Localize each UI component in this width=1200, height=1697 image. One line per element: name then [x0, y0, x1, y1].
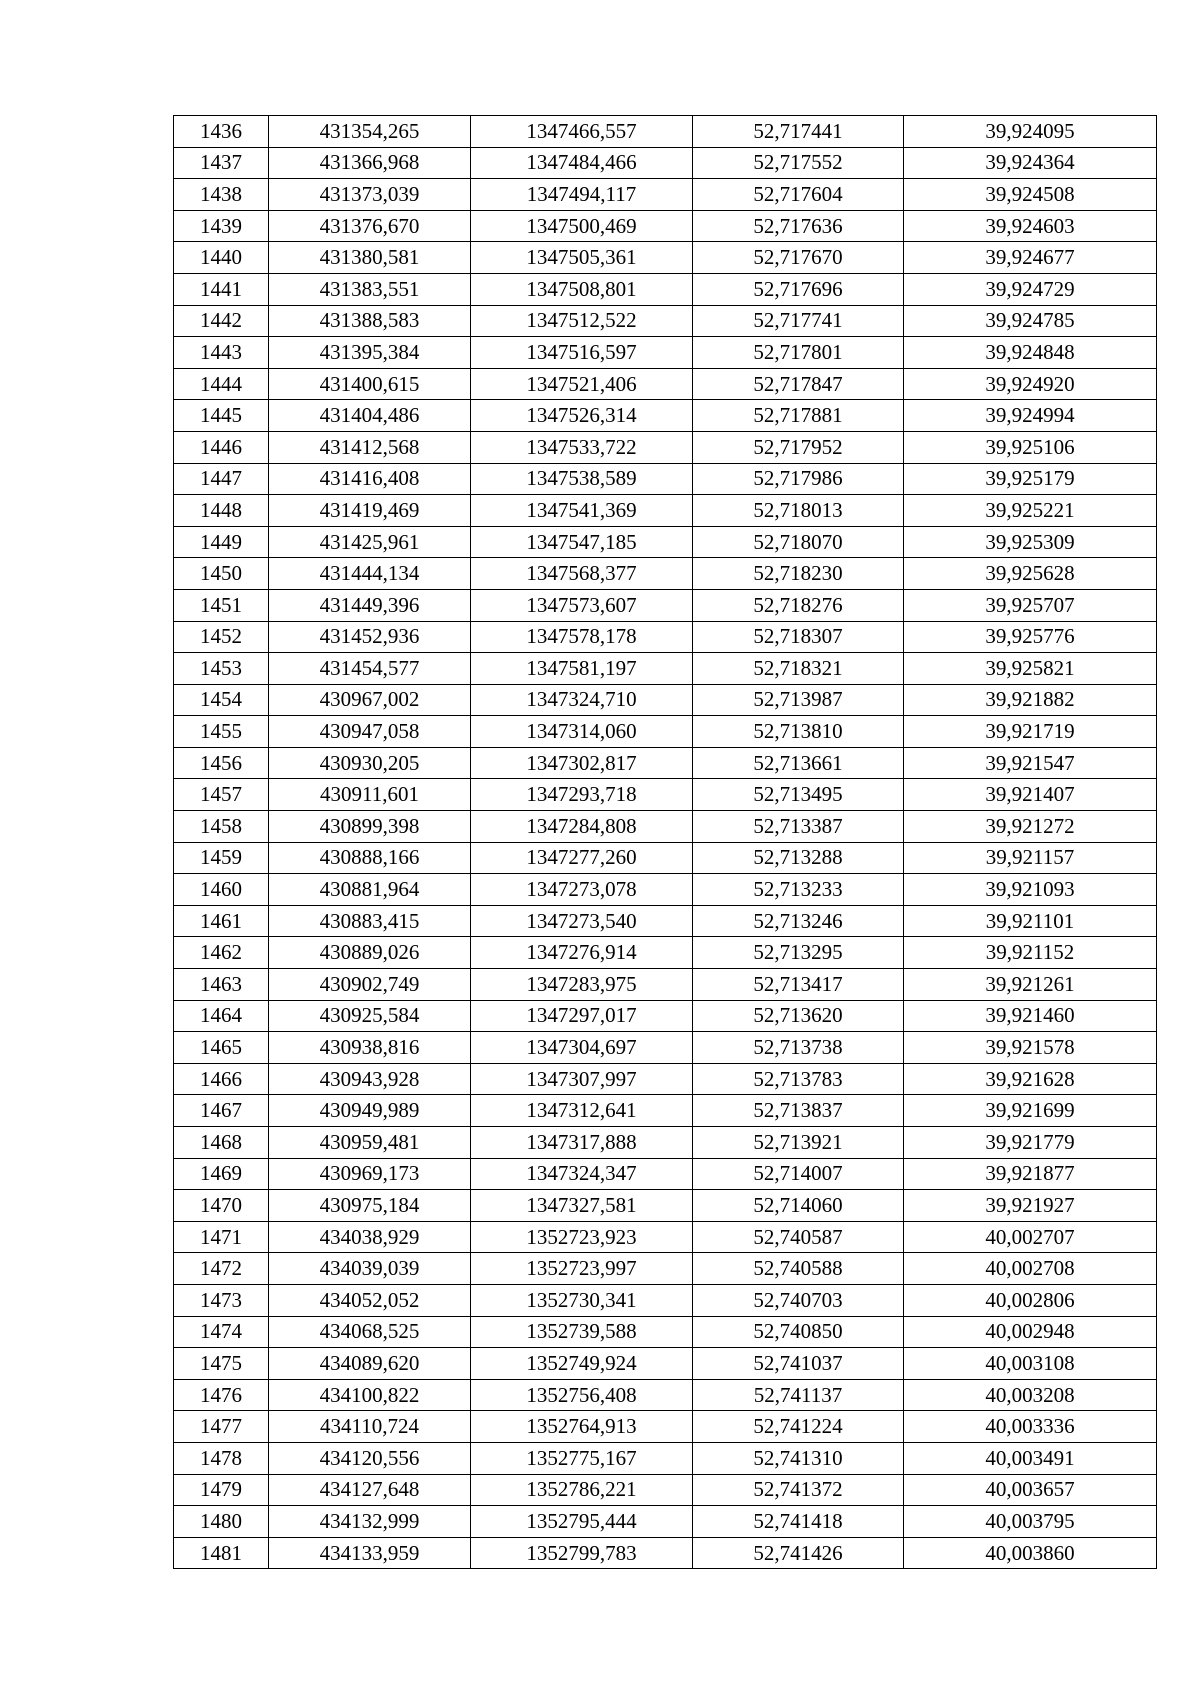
table-row [174, 147, 1157, 179]
point-number-cell: 1449 [174, 526, 269, 558]
latitude-cell: 52,741426 [693, 1537, 904, 1569]
point-number-cell: 1461 [174, 905, 269, 937]
x-coordinate-cell: 430883,415 [269, 905, 471, 937]
x-coordinate-cell: 431419,469 [269, 495, 471, 527]
y-coordinate-cell: 1347505,361 [471, 242, 693, 274]
y-coordinate-cell: 1347273,540 [471, 905, 693, 937]
latitude-cell: 52,740587 [693, 1221, 904, 1253]
point-number-cell: 1439 [174, 210, 269, 242]
latitude-cell: 52,718070 [693, 526, 904, 558]
point-number-cell: 1440 [174, 242, 269, 274]
x-coordinate-cell: 431376,670 [269, 210, 471, 242]
y-coordinate-cell: 1347284,808 [471, 811, 693, 843]
table-row [174, 242, 1157, 274]
table-row [174, 431, 1157, 463]
longitude-cell: 39,921272 [904, 811, 1157, 843]
table-row [174, 463, 1157, 495]
longitude-cell: 39,921628 [904, 1063, 1157, 1095]
table-row [174, 684, 1157, 716]
latitude-cell: 52,717636 [693, 210, 904, 242]
latitude-cell: 52,713417 [693, 969, 904, 1001]
latitude-cell: 52,714060 [693, 1190, 904, 1222]
x-coordinate-cell: 434132,999 [269, 1506, 471, 1538]
y-coordinate-cell: 1352764,913 [471, 1411, 693, 1443]
latitude-cell: 52,713620 [693, 1000, 904, 1032]
latitude-cell: 52,717847 [693, 368, 904, 400]
longitude-cell: 39,921407 [904, 779, 1157, 811]
table-row [174, 589, 1157, 621]
longitude-cell: 40,003208 [904, 1379, 1157, 1411]
latitude-cell: 52,713738 [693, 1032, 904, 1064]
longitude-cell: 39,924729 [904, 273, 1157, 305]
y-coordinate-cell: 1352730,341 [471, 1284, 693, 1316]
point-number-cell: 1442 [174, 305, 269, 337]
x-coordinate-cell: 431400,615 [269, 368, 471, 400]
point-number-cell: 1473 [174, 1284, 269, 1316]
y-coordinate-cell: 1347317,888 [471, 1127, 693, 1159]
y-coordinate-cell: 1347526,314 [471, 400, 693, 432]
table-row [174, 210, 1157, 242]
latitude-cell: 52,741372 [693, 1474, 904, 1506]
latitude-cell: 52,741137 [693, 1379, 904, 1411]
table-row [174, 1190, 1157, 1222]
longitude-cell: 39,921547 [904, 747, 1157, 779]
point-number-cell: 1437 [174, 147, 269, 179]
x-coordinate-cell: 430947,058 [269, 716, 471, 748]
y-coordinate-cell: 1347500,469 [471, 210, 693, 242]
longitude-cell: 39,924095 [904, 116, 1157, 148]
table-row [174, 337, 1157, 369]
latitude-cell: 52,718321 [693, 653, 904, 685]
longitude-cell: 39,921882 [904, 684, 1157, 716]
longitude-cell: 39,924603 [904, 210, 1157, 242]
latitude-cell: 52,718276 [693, 589, 904, 621]
table-row [174, 400, 1157, 432]
longitude-cell: 39,925821 [904, 653, 1157, 685]
y-coordinate-cell: 1347533,722 [471, 431, 693, 463]
x-coordinate-cell: 430943,928 [269, 1063, 471, 1095]
point-number-cell: 1445 [174, 400, 269, 432]
latitude-cell: 52,717696 [693, 273, 904, 305]
point-number-cell: 1481 [174, 1537, 269, 1569]
longitude-cell: 39,924677 [904, 242, 1157, 274]
y-coordinate-cell: 1347293,718 [471, 779, 693, 811]
table-row [174, 1474, 1157, 1506]
latitude-cell: 52,741310 [693, 1442, 904, 1474]
point-number-cell: 1472 [174, 1253, 269, 1285]
x-coordinate-cell: 430899,398 [269, 811, 471, 843]
longitude-cell: 40,002948 [904, 1316, 1157, 1348]
y-coordinate-cell: 1352775,167 [471, 1442, 693, 1474]
point-number-cell: 1464 [174, 1000, 269, 1032]
latitude-cell: 52,717441 [693, 116, 904, 148]
x-coordinate-cell: 430959,481 [269, 1127, 471, 1159]
x-coordinate-cell: 431380,581 [269, 242, 471, 274]
x-coordinate-cell: 434052,052 [269, 1284, 471, 1316]
point-number-cell: 1469 [174, 1158, 269, 1190]
x-coordinate-cell: 430888,166 [269, 842, 471, 874]
table-row [174, 1032, 1157, 1064]
table-row [174, 842, 1157, 874]
point-number-cell: 1441 [174, 273, 269, 305]
latitude-cell: 52,740703 [693, 1284, 904, 1316]
table-row [174, 179, 1157, 211]
latitude-cell: 52,713921 [693, 1127, 904, 1159]
y-coordinate-cell: 1347283,975 [471, 969, 693, 1001]
table-row [174, 937, 1157, 969]
x-coordinate-cell: 430911,601 [269, 779, 471, 811]
table-row [174, 368, 1157, 400]
x-coordinate-cell: 434039,039 [269, 1253, 471, 1285]
longitude-cell: 39,921460 [904, 1000, 1157, 1032]
longitude-cell: 39,924508 [904, 179, 1157, 211]
longitude-cell: 39,925309 [904, 526, 1157, 558]
y-coordinate-cell: 1347273,078 [471, 874, 693, 906]
table-row [174, 969, 1157, 1001]
longitude-cell: 39,921699 [904, 1095, 1157, 1127]
latitude-cell: 52,713661 [693, 747, 904, 779]
table-row [174, 1442, 1157, 1474]
y-coordinate-cell: 1352795,444 [471, 1506, 693, 1538]
table-row [174, 874, 1157, 906]
y-coordinate-cell: 1347484,466 [471, 147, 693, 179]
table-row [174, 273, 1157, 305]
y-coordinate-cell: 1347314,060 [471, 716, 693, 748]
table-row [174, 1095, 1157, 1127]
x-coordinate-cell: 430949,989 [269, 1095, 471, 1127]
longitude-cell: 39,921157 [904, 842, 1157, 874]
table-row [174, 1253, 1157, 1285]
longitude-cell: 39,925707 [904, 589, 1157, 621]
y-coordinate-cell: 1347521,406 [471, 368, 693, 400]
point-number-cell: 1444 [174, 368, 269, 400]
point-number-cell: 1474 [174, 1316, 269, 1348]
table-row [174, 621, 1157, 653]
table-row [174, 1348, 1157, 1380]
latitude-cell: 52,713810 [693, 716, 904, 748]
table-row [174, 716, 1157, 748]
latitude-cell: 52,717881 [693, 400, 904, 432]
y-coordinate-cell: 1347302,817 [471, 747, 693, 779]
x-coordinate-cell: 430889,026 [269, 937, 471, 969]
table-row [174, 526, 1157, 558]
y-coordinate-cell: 1347277,260 [471, 842, 693, 874]
longitude-cell: 39,921877 [904, 1158, 1157, 1190]
point-number-cell: 1480 [174, 1506, 269, 1538]
longitude-cell: 39,921093 [904, 874, 1157, 906]
longitude-cell: 39,921152 [904, 937, 1157, 969]
longitude-cell: 40,003657 [904, 1474, 1157, 1506]
point-number-cell: 1457 [174, 779, 269, 811]
x-coordinate-cell: 434100,822 [269, 1379, 471, 1411]
x-coordinate-cell: 431449,396 [269, 589, 471, 621]
x-coordinate-cell: 431454,577 [269, 653, 471, 685]
x-coordinate-cell: 431416,408 [269, 463, 471, 495]
point-number-cell: 1438 [174, 179, 269, 211]
x-coordinate-cell: 434038,929 [269, 1221, 471, 1253]
table-row [174, 1221, 1157, 1253]
x-coordinate-cell: 431354,265 [269, 116, 471, 148]
point-number-cell: 1477 [174, 1411, 269, 1443]
y-coordinate-cell: 1347466,557 [471, 116, 693, 148]
table-row [174, 811, 1157, 843]
point-number-cell: 1459 [174, 842, 269, 874]
y-coordinate-cell: 1352786,221 [471, 1474, 693, 1506]
latitude-cell: 52,717604 [693, 179, 904, 211]
x-coordinate-cell: 434089,620 [269, 1348, 471, 1380]
y-coordinate-cell: 1347312,641 [471, 1095, 693, 1127]
latitude-cell: 52,713837 [693, 1095, 904, 1127]
table-row [174, 1506, 1157, 1538]
y-coordinate-cell: 1347508,801 [471, 273, 693, 305]
y-coordinate-cell: 1352723,923 [471, 1221, 693, 1253]
x-coordinate-cell: 430975,184 [269, 1190, 471, 1222]
point-number-cell: 1475 [174, 1348, 269, 1380]
longitude-cell: 39,924994 [904, 400, 1157, 432]
point-number-cell: 1465 [174, 1032, 269, 1064]
point-number-cell: 1447 [174, 463, 269, 495]
x-coordinate-cell: 431373,039 [269, 179, 471, 211]
x-coordinate-cell: 430902,749 [269, 969, 471, 1001]
point-number-cell: 1466 [174, 1063, 269, 1095]
latitude-cell: 52,741037 [693, 1348, 904, 1380]
table-row [174, 747, 1157, 779]
table-row [174, 1158, 1157, 1190]
x-coordinate-cell: 434133,959 [269, 1537, 471, 1569]
latitude-cell: 52,713783 [693, 1063, 904, 1095]
y-coordinate-cell: 1347327,581 [471, 1190, 693, 1222]
x-coordinate-cell: 431425,961 [269, 526, 471, 558]
x-coordinate-cell: 430938,816 [269, 1032, 471, 1064]
x-coordinate-cell: 431412,568 [269, 431, 471, 463]
longitude-cell: 39,925221 [904, 495, 1157, 527]
point-number-cell: 1451 [174, 589, 269, 621]
x-coordinate-cell: 434120,556 [269, 1442, 471, 1474]
point-number-cell: 1471 [174, 1221, 269, 1253]
latitude-cell: 52,717670 [693, 242, 904, 274]
coordinates-table-body [174, 116, 1157, 1569]
table-row [174, 116, 1157, 148]
latitude-cell: 52,718307 [693, 621, 904, 653]
longitude-cell: 40,002806 [904, 1284, 1157, 1316]
x-coordinate-cell: 431388,583 [269, 305, 471, 337]
latitude-cell: 52,717801 [693, 337, 904, 369]
latitude-cell: 52,713987 [693, 684, 904, 716]
x-coordinate-cell: 430925,584 [269, 1000, 471, 1032]
longitude-cell: 40,003860 [904, 1537, 1157, 1569]
y-coordinate-cell: 1347538,589 [471, 463, 693, 495]
table-row [174, 779, 1157, 811]
y-coordinate-cell: 1347297,017 [471, 1000, 693, 1032]
point-number-cell: 1458 [174, 811, 269, 843]
longitude-cell: 39,921719 [904, 716, 1157, 748]
longitude-cell: 39,921927 [904, 1190, 1157, 1222]
y-coordinate-cell: 1352739,588 [471, 1316, 693, 1348]
x-coordinate-cell: 430967,002 [269, 684, 471, 716]
longitude-cell: 39,924920 [904, 368, 1157, 400]
longitude-cell: 40,003108 [904, 1348, 1157, 1380]
longitude-cell: 39,925628 [904, 558, 1157, 590]
point-number-cell: 1453 [174, 653, 269, 685]
y-coordinate-cell: 1347512,522 [471, 305, 693, 337]
x-coordinate-cell: 434068,525 [269, 1316, 471, 1348]
x-coordinate-cell: 430881,964 [269, 874, 471, 906]
table-row [174, 1063, 1157, 1095]
x-coordinate-cell: 431444,134 [269, 558, 471, 590]
point-number-cell: 1478 [174, 1442, 269, 1474]
longitude-cell: 40,003336 [904, 1411, 1157, 1443]
latitude-cell: 52,713495 [693, 779, 904, 811]
coordinates-table [173, 115, 1157, 1569]
latitude-cell: 52,714007 [693, 1158, 904, 1190]
latitude-cell: 52,718013 [693, 495, 904, 527]
table-row [174, 558, 1157, 590]
x-coordinate-cell: 434110,724 [269, 1411, 471, 1443]
latitude-cell: 52,713233 [693, 874, 904, 906]
longitude-cell: 40,002708 [904, 1253, 1157, 1285]
point-number-cell: 1476 [174, 1379, 269, 1411]
longitude-cell: 39,925106 [904, 431, 1157, 463]
table-row [174, 305, 1157, 337]
x-coordinate-cell: 431404,486 [269, 400, 471, 432]
latitude-cell: 52,718230 [693, 558, 904, 590]
y-coordinate-cell: 1347581,197 [471, 653, 693, 685]
y-coordinate-cell: 1347324,710 [471, 684, 693, 716]
table-row [174, 1000, 1157, 1032]
point-number-cell: 1468 [174, 1127, 269, 1159]
y-coordinate-cell: 1347324,347 [471, 1158, 693, 1190]
y-coordinate-cell: 1347568,377 [471, 558, 693, 590]
y-coordinate-cell: 1352723,997 [471, 1253, 693, 1285]
x-coordinate-cell: 430969,173 [269, 1158, 471, 1190]
point-number-cell: 1467 [174, 1095, 269, 1127]
longitude-cell: 40,003795 [904, 1506, 1157, 1538]
point-number-cell: 1456 [174, 747, 269, 779]
longitude-cell: 40,002707 [904, 1221, 1157, 1253]
latitude-cell: 52,741418 [693, 1506, 904, 1538]
point-number-cell: 1448 [174, 495, 269, 527]
longitude-cell: 39,925776 [904, 621, 1157, 653]
longitude-cell: 39,921101 [904, 905, 1157, 937]
latitude-cell: 52,740588 [693, 1253, 904, 1285]
point-number-cell: 1460 [174, 874, 269, 906]
longitude-cell: 39,921779 [904, 1127, 1157, 1159]
point-number-cell: 1479 [174, 1474, 269, 1506]
x-coordinate-cell: 431366,968 [269, 147, 471, 179]
latitude-cell: 52,741224 [693, 1411, 904, 1443]
point-number-cell: 1454 [174, 684, 269, 716]
table-row [174, 1537, 1157, 1569]
y-coordinate-cell: 1352756,408 [471, 1379, 693, 1411]
y-coordinate-cell: 1347573,607 [471, 589, 693, 621]
longitude-cell: 39,925179 [904, 463, 1157, 495]
x-coordinate-cell: 434127,648 [269, 1474, 471, 1506]
point-number-cell: 1443 [174, 337, 269, 369]
longitude-cell: 39,924848 [904, 337, 1157, 369]
y-coordinate-cell: 1347578,178 [471, 621, 693, 653]
x-coordinate-cell: 431395,384 [269, 337, 471, 369]
y-coordinate-cell: 1347541,369 [471, 495, 693, 527]
point-number-cell: 1462 [174, 937, 269, 969]
latitude-cell: 52,717952 [693, 431, 904, 463]
latitude-cell: 52,717986 [693, 463, 904, 495]
y-coordinate-cell: 1347304,697 [471, 1032, 693, 1064]
longitude-cell: 40,003491 [904, 1442, 1157, 1474]
longitude-cell: 39,924364 [904, 147, 1157, 179]
point-number-cell: 1463 [174, 969, 269, 1001]
latitude-cell: 52,713288 [693, 842, 904, 874]
table-row [174, 1316, 1157, 1348]
y-coordinate-cell: 1347547,185 [471, 526, 693, 558]
latitude-cell: 52,717552 [693, 147, 904, 179]
longitude-cell: 39,924785 [904, 305, 1157, 337]
table-row [174, 1127, 1157, 1159]
table-row [174, 1411, 1157, 1443]
point-number-cell: 1450 [174, 558, 269, 590]
table-row [174, 653, 1157, 685]
y-coordinate-cell: 1352799,783 [471, 1537, 693, 1569]
table-row [174, 1284, 1157, 1316]
y-coordinate-cell: 1347516,597 [471, 337, 693, 369]
x-coordinate-cell: 431383,551 [269, 273, 471, 305]
latitude-cell: 52,713387 [693, 811, 904, 843]
latitude-cell: 52,713295 [693, 937, 904, 969]
longitude-cell: 39,921261 [904, 969, 1157, 1001]
point-number-cell: 1470 [174, 1190, 269, 1222]
longitude-cell: 39,921578 [904, 1032, 1157, 1064]
latitude-cell: 52,740850 [693, 1316, 904, 1348]
point-number-cell: 1455 [174, 716, 269, 748]
table-row [174, 1379, 1157, 1411]
point-number-cell: 1446 [174, 431, 269, 463]
point-number-cell: 1452 [174, 621, 269, 653]
latitude-cell: 52,717741 [693, 305, 904, 337]
latitude-cell: 52,713246 [693, 905, 904, 937]
y-coordinate-cell: 1347307,997 [471, 1063, 693, 1095]
y-coordinate-cell: 1347494,117 [471, 179, 693, 211]
table-row [174, 905, 1157, 937]
x-coordinate-cell: 430930,205 [269, 747, 471, 779]
y-coordinate-cell: 1347276,914 [471, 937, 693, 969]
y-coordinate-cell: 1352749,924 [471, 1348, 693, 1380]
point-number-cell: 1436 [174, 116, 269, 148]
x-coordinate-cell: 431452,936 [269, 621, 471, 653]
table-row [174, 495, 1157, 527]
